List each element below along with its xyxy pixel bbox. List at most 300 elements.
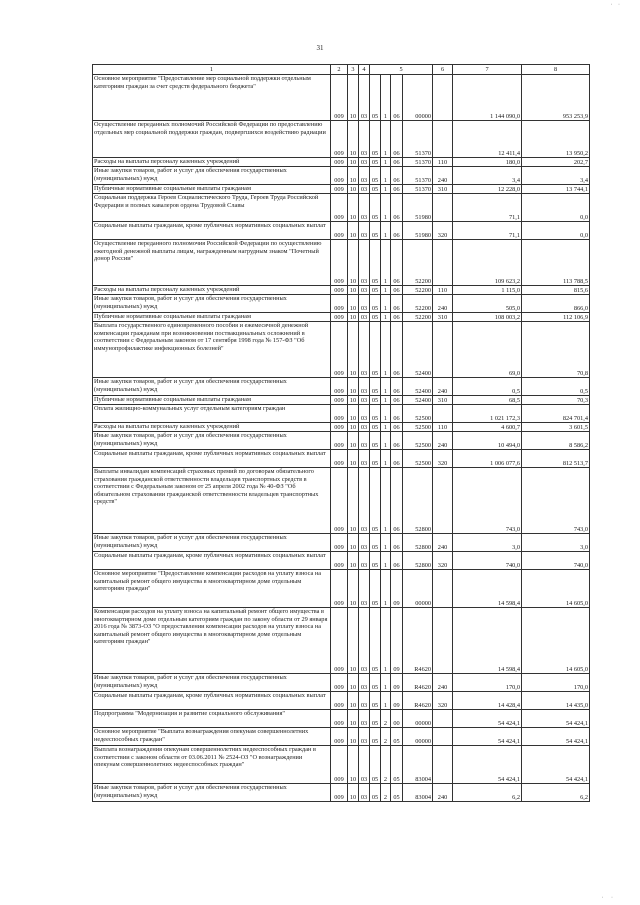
row-c7-cell: 14 598,4 bbox=[453, 570, 522, 608]
row-c5d-cell: 52800 bbox=[403, 534, 433, 552]
row-c5b-cell: 1 bbox=[381, 468, 391, 534]
row-c4-cell: 03 bbox=[359, 222, 370, 240]
row-c6-cell: 320 bbox=[433, 692, 453, 710]
row-c5d-cell: 51370 bbox=[403, 185, 433, 194]
row-c4-cell: 03 bbox=[359, 286, 370, 295]
table-row bbox=[93, 222, 590, 240]
row-c7-cell: 69,0 bbox=[453, 322, 522, 378]
table-row bbox=[93, 710, 590, 728]
row-c7-cell: 71,1 bbox=[453, 222, 522, 240]
row-c5a-cell: 05 bbox=[370, 75, 381, 121]
row-c3-cell: 10 bbox=[348, 378, 359, 396]
row-c7-cell: 1 021 172,3 bbox=[453, 405, 522, 423]
row-c3-cell: 10 bbox=[348, 468, 359, 534]
row-c5c-cell: 06 bbox=[391, 222, 403, 240]
row-c5b-cell: 1 bbox=[381, 423, 391, 432]
row-name-cell: Социальные выплаты гражданам, кроме публичных нормативных социальных выплат bbox=[93, 222, 331, 240]
row-c5b-cell: 2 bbox=[381, 746, 391, 784]
table-row bbox=[93, 728, 590, 746]
table-row bbox=[93, 286, 590, 295]
table-row bbox=[93, 432, 590, 450]
table-row bbox=[93, 608, 590, 674]
row-c5b-cell: 1 bbox=[381, 75, 391, 121]
row-c2-cell: 009 bbox=[331, 608, 348, 674]
row-name-cell: Иные закупки товаров, работ и услуг для обеспечения государственных (муниципальных) нужд bbox=[93, 784, 331, 802]
table-row bbox=[93, 313, 590, 322]
row-c5d-cell: 51980 bbox=[403, 194, 433, 222]
row-c4-cell: 03 bbox=[359, 405, 370, 423]
row-name-cell: Расходы на выплаты персоналу казенных учреждений bbox=[93, 423, 331, 432]
row-c5b-cell: 1 bbox=[381, 121, 391, 158]
row-c8-cell: 54 424,1 bbox=[522, 710, 590, 728]
row-c6-cell bbox=[433, 240, 453, 286]
row-name-cell: Социальные выплаты гражданам, кроме публичных нормативных социальных выплат bbox=[93, 450, 331, 468]
row-c6-cell: 320 bbox=[433, 450, 453, 468]
row-c5c-cell: 06 bbox=[391, 295, 403, 313]
header-cell: 5 bbox=[370, 65, 433, 75]
row-c5b-cell: 1 bbox=[381, 240, 391, 286]
row-c5b-cell: 1 bbox=[381, 674, 391, 692]
row-c5a-cell: 05 bbox=[370, 450, 381, 468]
row-c8-cell: 14 435,0 bbox=[522, 692, 590, 710]
row-name-cell: Основное мероприятие "Предоставление мер социальной поддержки отдельным категориям граждан за счет средств федерального бюджета" bbox=[93, 75, 331, 121]
table-row bbox=[93, 185, 590, 194]
row-name-cell: Иные закупки товаров, работ и услуг для обеспечения государственных (муниципальных) нужд bbox=[93, 295, 331, 313]
row-c5d-cell: 52200 bbox=[403, 295, 433, 313]
row-c4-cell: 03 bbox=[359, 552, 370, 570]
row-c5d-cell: 52200 bbox=[403, 313, 433, 322]
row-c6-cell: 320 bbox=[433, 222, 453, 240]
row-c2-cell: 009 bbox=[331, 286, 348, 295]
row-c3-cell: 10 bbox=[348, 405, 359, 423]
row-c8-cell: 54 424,1 bbox=[522, 728, 590, 746]
row-c3-cell: 10 bbox=[348, 75, 359, 121]
row-c5a-cell: 05 bbox=[370, 784, 381, 802]
budget-table-body bbox=[93, 65, 590, 802]
row-c5d-cell: 51370 bbox=[403, 167, 433, 185]
row-c8-cell: 70,3 bbox=[522, 396, 590, 405]
row-c8-cell: 13 744,1 bbox=[522, 185, 590, 194]
row-c7-cell: 108 003,2 bbox=[453, 313, 522, 322]
row-c2-cell: 009 bbox=[331, 158, 348, 167]
row-c6-cell bbox=[433, 75, 453, 121]
row-name-cell: Выплата государственного единовременного пособия и ежемесячной денежной компенсации гражданам при возникновении поствакцинальных осложнений в соответствии с Федеральным законом от 17 сентября 1998 года № 157-ФЗ "Об иммунопрофилактике инфекционных болезней" bbox=[93, 322, 331, 378]
row-c5d-cell: 52400 bbox=[403, 322, 433, 378]
row-c3-cell: 10 bbox=[348, 570, 359, 608]
row-c2-cell: 009 bbox=[331, 728, 348, 746]
row-c5c-cell: 09 bbox=[391, 570, 403, 608]
row-c8-cell: 202,7 bbox=[522, 158, 590, 167]
row-c5c-cell: 06 bbox=[391, 240, 403, 286]
row-c5c-cell: 06 bbox=[391, 322, 403, 378]
row-c5a-cell: 05 bbox=[370, 158, 381, 167]
row-c3-cell: 10 bbox=[348, 286, 359, 295]
row-name-cell: Расходы на выплаты персоналу казенных учреждений bbox=[93, 158, 331, 167]
row-c7-cell: 54 424,1 bbox=[453, 746, 522, 784]
row-c4-cell: 03 bbox=[359, 534, 370, 552]
table-row bbox=[93, 450, 590, 468]
row-c5d-cell: 83004 bbox=[403, 784, 433, 802]
row-c7-cell: 1 115,0 bbox=[453, 286, 522, 295]
row-c8-cell: 740,0 bbox=[522, 552, 590, 570]
row-c6-cell bbox=[433, 405, 453, 423]
row-c7-cell: 1 006 077,6 bbox=[453, 450, 522, 468]
scan-mark-bottom: · · bbox=[601, 895, 616, 901]
row-c5a-cell: 05 bbox=[370, 746, 381, 784]
row-c7-cell: 12 228,0 bbox=[453, 185, 522, 194]
header-cell: 1 bbox=[93, 65, 331, 75]
row-c5c-cell: 06 bbox=[391, 396, 403, 405]
row-c5b-cell: 1 bbox=[381, 396, 391, 405]
row-c3-cell: 10 bbox=[348, 185, 359, 194]
page-number: 31 bbox=[316, 44, 324, 52]
row-name-cell: Осуществление переданного полномочия Российской Федерации по осуществлению ежегодной денежной выплаты лицам, награжденным нагрудным знаком "Почетный донор России" bbox=[93, 240, 331, 286]
row-c7-cell: 68,5 bbox=[453, 396, 522, 405]
row-c2-cell: 009 bbox=[331, 674, 348, 692]
row-c2-cell: 009 bbox=[331, 185, 348, 194]
row-c4-cell: 03 bbox=[359, 194, 370, 222]
table-row bbox=[93, 746, 590, 784]
row-c8-cell: 866,0 bbox=[522, 295, 590, 313]
row-c4-cell: 03 bbox=[359, 468, 370, 534]
row-c4-cell: 03 bbox=[359, 570, 370, 608]
row-c7-cell: 14 428,4 bbox=[453, 692, 522, 710]
header-cell: 7 bbox=[453, 65, 522, 75]
row-c4-cell: 03 bbox=[359, 692, 370, 710]
row-c7-cell: 3,4 bbox=[453, 167, 522, 185]
row-c5a-cell: 05 bbox=[370, 121, 381, 158]
row-c6-cell: 240 bbox=[433, 378, 453, 396]
row-c5b-cell: 1 bbox=[381, 158, 391, 167]
table-row bbox=[93, 468, 590, 534]
row-c2-cell: 009 bbox=[331, 222, 348, 240]
row-c5c-cell: 06 bbox=[391, 185, 403, 194]
row-c5a-cell: 05 bbox=[370, 405, 381, 423]
row-c2-cell: 009 bbox=[331, 121, 348, 158]
row-c5c-cell: 06 bbox=[391, 158, 403, 167]
row-c8-cell: 13 950,2 bbox=[522, 121, 590, 158]
row-c5a-cell: 05 bbox=[370, 423, 381, 432]
row-c2-cell: 009 bbox=[331, 710, 348, 728]
row-name-cell: Иные закупки товаров, работ и услуг для обеспечения государственных (муниципальных) нужд bbox=[93, 167, 331, 185]
row-c5b-cell: 1 bbox=[381, 608, 391, 674]
row-c3-cell: 10 bbox=[348, 396, 359, 405]
table-row bbox=[93, 121, 590, 158]
row-name-cell: Социальные выплаты гражданам, кроме публичных нормативных социальных выплат bbox=[93, 692, 331, 710]
row-name-cell: Компенсация расходов на уплату взноса на капитальный ремонт общего имущества в многоквартирном доме отдельным категориям граждан по закону области от 29 января 2016 года № 3873-ОЗ "О предоставлении компенсации расходов на уплату взноса на капитальный ремонт общего имущества в многоквартирном доме отдельным категориям граждан" bbox=[93, 608, 331, 674]
row-name-cell: Публичные нормативные социальные выплаты гражданам bbox=[93, 313, 331, 322]
row-c3-cell: 10 bbox=[348, 167, 359, 185]
row-c5d-cell: 52500 bbox=[403, 405, 433, 423]
row-c2-cell: 009 bbox=[331, 423, 348, 432]
row-c3-cell: 10 bbox=[348, 692, 359, 710]
row-c3-cell: 10 bbox=[348, 423, 359, 432]
row-c8-cell: 0,0 bbox=[522, 194, 590, 222]
row-c7-cell: 10 494,0 bbox=[453, 432, 522, 450]
row-c3-cell: 10 bbox=[348, 552, 359, 570]
row-c7-cell: 170,0 bbox=[453, 674, 522, 692]
row-c7-cell: 71,1 bbox=[453, 194, 522, 222]
budget-table bbox=[92, 64, 590, 802]
row-c5a-cell: 05 bbox=[370, 552, 381, 570]
row-c5a-cell: 05 bbox=[370, 194, 381, 222]
row-c8-cell: 743,0 bbox=[522, 468, 590, 534]
row-c4-cell: 03 bbox=[359, 710, 370, 728]
row-c8-cell: 170,0 bbox=[522, 674, 590, 692]
row-c4-cell: 03 bbox=[359, 322, 370, 378]
row-c5a-cell: 05 bbox=[370, 322, 381, 378]
row-c2-cell: 009 bbox=[331, 692, 348, 710]
row-c8-cell: 812 513,7 bbox=[522, 450, 590, 468]
row-c3-cell: 10 bbox=[348, 784, 359, 802]
row-c5a-cell: 05 bbox=[370, 674, 381, 692]
row-c4-cell: 03 bbox=[359, 450, 370, 468]
row-c5b-cell: 1 bbox=[381, 534, 391, 552]
row-name-cell: Публичные нормативные социальные выплаты гражданам bbox=[93, 185, 331, 194]
row-c2-cell: 009 bbox=[331, 450, 348, 468]
row-c5b-cell: 1 bbox=[381, 450, 391, 468]
row-c5d-cell: 51370 bbox=[403, 121, 433, 158]
row-c3-cell: 10 bbox=[348, 158, 359, 167]
row-c7-cell: 12 411,4 bbox=[453, 121, 522, 158]
row-name-cell: Социальные выплаты гражданам, кроме публичных нормативных социальных выплат bbox=[93, 552, 331, 570]
row-c5a-cell: 05 bbox=[370, 570, 381, 608]
row-c5d-cell: 52800 bbox=[403, 468, 433, 534]
row-c4-cell: 03 bbox=[359, 432, 370, 450]
table-header-row bbox=[93, 65, 590, 75]
row-c5b-cell: 2 bbox=[381, 784, 391, 802]
table-row bbox=[93, 75, 590, 121]
table-row bbox=[93, 784, 590, 802]
row-c5b-cell: 1 bbox=[381, 222, 391, 240]
row-c2-cell: 009 bbox=[331, 313, 348, 322]
row-c3-cell: 10 bbox=[348, 710, 359, 728]
row-c4-cell: 03 bbox=[359, 313, 370, 322]
row-c6-cell bbox=[433, 468, 453, 534]
row-c2-cell: 009 bbox=[331, 432, 348, 450]
row-name-cell: Расходы на выплаты персоналу казенных учреждений bbox=[93, 286, 331, 295]
row-c5a-cell: 05 bbox=[370, 728, 381, 746]
row-c4-cell: 03 bbox=[359, 240, 370, 286]
row-c2-cell: 009 bbox=[331, 240, 348, 286]
row-name-cell: Выплата вознаграждения опекунам совершеннолетних недееспособных граждан в соответствии с законом области от 03.06.2011 № 2524-ОЗ "О вознаграждении опекунам совершеннолетних недееспособных граждан" bbox=[93, 746, 331, 784]
row-name-cell: Основное мероприятие "Выплата вознаграждения опекунам совершеннолетних недееспособных граждан" bbox=[93, 728, 331, 746]
row-c6-cell: 310 bbox=[433, 396, 453, 405]
row-c7-cell: 180,0 bbox=[453, 158, 522, 167]
row-c5a-cell: 05 bbox=[370, 608, 381, 674]
row-c6-cell: 310 bbox=[433, 313, 453, 322]
row-name-cell: Основное мероприятие "Предоставление компенсации расходов на уплату взноса на капитальный ремонт общего имущества в многоквартирном доме отдельным категориям граждан" bbox=[93, 570, 331, 608]
row-c5d-cell: R4620 bbox=[403, 608, 433, 674]
row-c2-cell: 009 bbox=[331, 396, 348, 405]
header-cell: 3 bbox=[348, 65, 359, 75]
row-c5c-cell: 05 bbox=[391, 728, 403, 746]
row-c4-cell: 03 bbox=[359, 423, 370, 432]
row-c6-cell: 240 bbox=[433, 674, 453, 692]
table-row bbox=[93, 396, 590, 405]
row-c7-cell: 54 424,1 bbox=[453, 710, 522, 728]
row-c8-cell: 54 424,1 bbox=[522, 746, 590, 784]
row-c2-cell: 009 bbox=[331, 75, 348, 121]
row-c7-cell: 3,0 bbox=[453, 534, 522, 552]
row-c7-cell: 109 623,2 bbox=[453, 240, 522, 286]
row-name-cell: Подпрограмма "Модернизация и развитие социального обслуживания" bbox=[93, 710, 331, 728]
row-c6-cell bbox=[433, 194, 453, 222]
row-c3-cell: 10 bbox=[348, 313, 359, 322]
row-c5c-cell: 06 bbox=[391, 121, 403, 158]
table-row bbox=[93, 674, 590, 692]
row-c8-cell: 824 701,4 bbox=[522, 405, 590, 423]
header-cell: 6 bbox=[433, 65, 453, 75]
row-c6-cell: 320 bbox=[433, 552, 453, 570]
row-c8-cell: 0,0 bbox=[522, 222, 590, 240]
row-c5c-cell: 06 bbox=[391, 450, 403, 468]
row-c5b-cell: 1 bbox=[381, 286, 391, 295]
table-row bbox=[93, 405, 590, 423]
row-name-cell: Иные закупки товаров, работ и услуг для обеспечения государственных (муниципальных) нужд bbox=[93, 674, 331, 692]
row-c2-cell: 009 bbox=[331, 405, 348, 423]
header-cell: 4 bbox=[359, 65, 370, 75]
row-c3-cell: 10 bbox=[348, 222, 359, 240]
row-c8-cell: 953 253,9 bbox=[522, 75, 590, 121]
row-c6-cell: 240 bbox=[433, 167, 453, 185]
table-row bbox=[93, 322, 590, 378]
row-c2-cell: 009 bbox=[331, 784, 348, 802]
table-row bbox=[93, 194, 590, 222]
row-c5c-cell: 05 bbox=[391, 784, 403, 802]
row-c3-cell: 10 bbox=[348, 608, 359, 674]
row-c5a-cell: 05 bbox=[370, 692, 381, 710]
row-c5c-cell: 06 bbox=[391, 75, 403, 121]
row-c5a-cell: 05 bbox=[370, 396, 381, 405]
row-c5c-cell: 06 bbox=[391, 432, 403, 450]
row-name-cell: Иные закупки товаров, работ и услуг для обеспечения государственных (муниципальных) нужд bbox=[93, 432, 331, 450]
row-c5c-cell: 06 bbox=[391, 378, 403, 396]
row-name-cell: Публичные нормативные социальные выплаты гражданам bbox=[93, 396, 331, 405]
row-c5c-cell: 06 bbox=[391, 552, 403, 570]
row-c7-cell: 743,0 bbox=[453, 468, 522, 534]
row-c5a-cell: 05 bbox=[370, 222, 381, 240]
row-c5c-cell: 00 bbox=[391, 710, 403, 728]
row-c7-cell: 6,2 bbox=[453, 784, 522, 802]
row-c5b-cell: 1 bbox=[381, 692, 391, 710]
row-c4-cell: 03 bbox=[359, 121, 370, 158]
row-c6-cell: 240 bbox=[433, 534, 453, 552]
row-c3-cell: 10 bbox=[348, 534, 359, 552]
row-c5d-cell: 00000 bbox=[403, 728, 433, 746]
row-c5d-cell: 00000 bbox=[403, 75, 433, 121]
row-c5d-cell: 00000 bbox=[403, 570, 433, 608]
row-c3-cell: 10 bbox=[348, 121, 359, 158]
row-c8-cell: 112 106,9 bbox=[522, 313, 590, 322]
row-c3-cell: 10 bbox=[348, 728, 359, 746]
row-c2-cell: 009 bbox=[331, 746, 348, 784]
row-name-cell: Социальная поддержка Героев Социалистического Труда, Героев Труда Российской Федерации и полных кавалеров ордена Трудовой Славы bbox=[93, 194, 331, 222]
row-c5a-cell: 05 bbox=[370, 313, 381, 322]
row-c5d-cell: 52500 bbox=[403, 432, 433, 450]
row-c8-cell: 8 586,2 bbox=[522, 432, 590, 450]
row-c5b-cell: 1 bbox=[381, 432, 391, 450]
row-c5d-cell: 52500 bbox=[403, 450, 433, 468]
row-c4-cell: 03 bbox=[359, 784, 370, 802]
row-c6-cell: 110 bbox=[433, 423, 453, 432]
row-c5d-cell: 52400 bbox=[403, 378, 433, 396]
row-c6-cell bbox=[433, 746, 453, 784]
row-c6-cell: 240 bbox=[433, 295, 453, 313]
row-c5d-cell: 52200 bbox=[403, 286, 433, 295]
table-row bbox=[93, 552, 590, 570]
row-c5a-cell: 05 bbox=[370, 167, 381, 185]
row-c4-cell: 03 bbox=[359, 728, 370, 746]
row-c5c-cell: 06 bbox=[391, 405, 403, 423]
row-c6-cell bbox=[433, 710, 453, 728]
row-c3-cell: 10 bbox=[348, 194, 359, 222]
row-c7-cell: 54 424,1 bbox=[453, 728, 522, 746]
row-c5d-cell: R4620 bbox=[403, 692, 433, 710]
row-c2-cell: 009 bbox=[331, 194, 348, 222]
row-c5d-cell: 00000 bbox=[403, 710, 433, 728]
row-c6-cell: 240 bbox=[433, 784, 453, 802]
row-c5b-cell: 1 bbox=[381, 378, 391, 396]
row-c7-cell: 0,5 bbox=[453, 378, 522, 396]
row-c3-cell: 10 bbox=[348, 240, 359, 286]
row-c5a-cell: 05 bbox=[370, 710, 381, 728]
row-c5b-cell: 1 bbox=[381, 185, 391, 194]
row-c2-cell: 009 bbox=[331, 295, 348, 313]
row-c5c-cell: 06 bbox=[391, 167, 403, 185]
row-c7-cell: 4 600,7 bbox=[453, 423, 522, 432]
row-c8-cell: 14 605,0 bbox=[522, 608, 590, 674]
row-c5b-cell: 1 bbox=[381, 570, 391, 608]
row-c5b-cell: 1 bbox=[381, 405, 391, 423]
row-c3-cell: 10 bbox=[348, 295, 359, 313]
row-c6-cell bbox=[433, 608, 453, 674]
row-c5d-cell: R4620 bbox=[403, 674, 433, 692]
row-c5c-cell: 06 bbox=[391, 534, 403, 552]
row-c2-cell: 009 bbox=[331, 552, 348, 570]
row-c5c-cell: 09 bbox=[391, 608, 403, 674]
row-c8-cell: 815,6 bbox=[522, 286, 590, 295]
row-c6-cell bbox=[433, 570, 453, 608]
row-c5b-cell: 1 bbox=[381, 194, 391, 222]
row-c4-cell: 03 bbox=[359, 158, 370, 167]
row-c8-cell: 0,5 bbox=[522, 378, 590, 396]
row-c8-cell: 14 605,0 bbox=[522, 570, 590, 608]
row-c6-cell: 110 bbox=[433, 158, 453, 167]
row-name-cell: Иные закупки товаров, работ и услуг для обеспечения государственных (муниципальных) нужд bbox=[93, 378, 331, 396]
header-cell: 8 bbox=[522, 65, 590, 75]
row-c2-cell: 009 bbox=[331, 378, 348, 396]
row-c5c-cell: 09 bbox=[391, 674, 403, 692]
row-c2-cell: 009 bbox=[331, 570, 348, 608]
row-c2-cell: 009 bbox=[331, 322, 348, 378]
row-c5c-cell: 05 bbox=[391, 746, 403, 784]
header-cell: 2 bbox=[331, 65, 348, 75]
row-c5d-cell: 52500 bbox=[403, 423, 433, 432]
row-c5a-cell: 05 bbox=[370, 378, 381, 396]
row-name-cell: Иные закупки товаров, работ и услуг для обеспечения государственных (муниципальных) нужд bbox=[93, 534, 331, 552]
row-c5d-cell: 52400 bbox=[403, 396, 433, 405]
row-c4-cell: 03 bbox=[359, 674, 370, 692]
table-row bbox=[93, 570, 590, 608]
row-c5a-cell: 05 bbox=[370, 468, 381, 534]
row-c7-cell: 740,0 bbox=[453, 552, 522, 570]
row-c5b-cell: 2 bbox=[381, 728, 391, 746]
row-c5c-cell: 06 bbox=[391, 286, 403, 295]
row-c5c-cell: 06 bbox=[391, 468, 403, 534]
row-c5a-cell: 05 bbox=[370, 534, 381, 552]
row-c5a-cell: 05 bbox=[370, 240, 381, 286]
